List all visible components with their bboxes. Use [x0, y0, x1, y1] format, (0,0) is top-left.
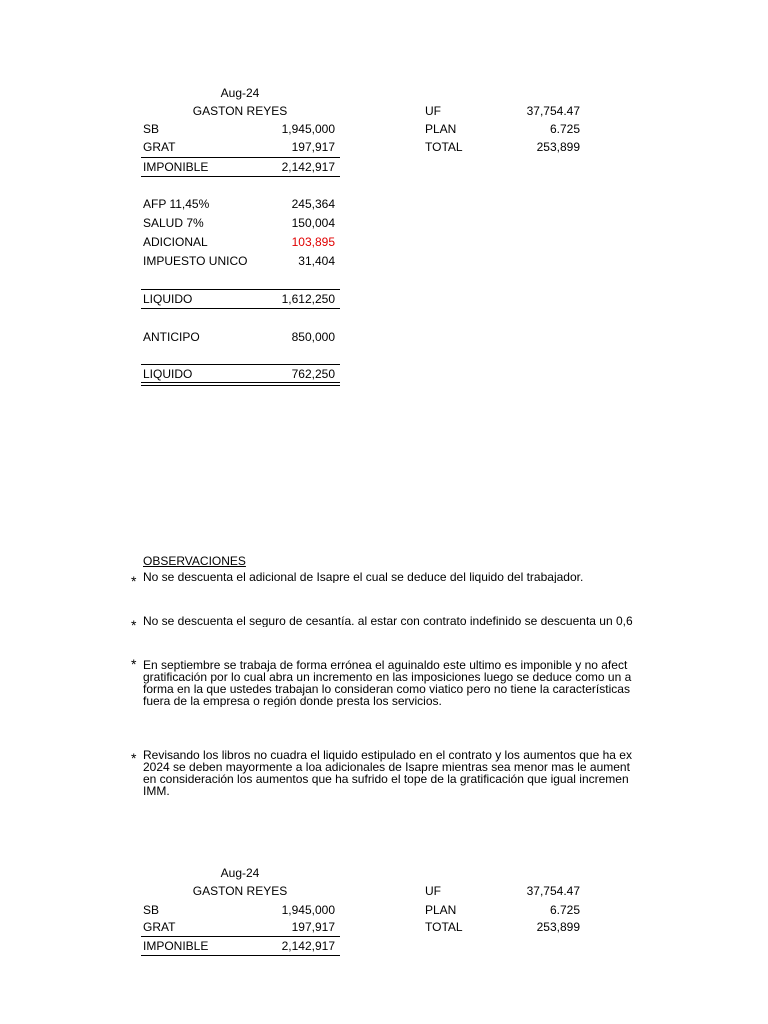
- divider: [141, 936, 340, 937]
- right-value-uf: 37,754.47: [526, 104, 580, 118]
- observation-line: No se descuenta el adicional de Isapre el cual se deduce del liquido del trabajador.: [143, 571, 584, 583]
- observation-line: gratificación por lo cual abra un incremento en las imposiciones luego se deduce como un a: [143, 670, 632, 684]
- bullet-asterisk: *: [131, 656, 137, 672]
- deduction-value-impuesto: 31,404: [298, 254, 335, 268]
- right-label-total: TOTAL: [425, 140, 463, 154]
- bullet-asterisk: *: [131, 573, 137, 589]
- row-value-sb: 1,945,000: [281, 122, 335, 136]
- right-value-plan: 6.725: [549, 122, 580, 136]
- liquido-final-value: 762,250: [291, 367, 335, 381]
- divider: [141, 289, 340, 290]
- deduction-label-afp: AFP 11,45%: [143, 197, 210, 211]
- double-underline: [141, 382, 340, 386]
- deduction-value-salud: 150,004: [291, 216, 335, 230]
- row-label-imponible: IMPONIBLE: [143, 160, 209, 174]
- anticipo-label: ANTICIPO: [143, 330, 200, 344]
- liquido-final-label: LIQUIDO: [143, 367, 193, 381]
- deduction-label-adicional: ADICIONAL: [143, 235, 208, 249]
- deduction-label-salud: SALUD 7%: [143, 216, 204, 230]
- divider: [141, 308, 340, 309]
- observation-line: en consideración los aumentos que ha sufrido el tope de la gratificación que igual incremen: [143, 772, 629, 786]
- right-label-plan: PLAN: [425, 903, 457, 917]
- row-value-sb: 1,945,000: [281, 903, 335, 917]
- right-value-total: 253,899: [536, 140, 580, 154]
- employee-name: GASTON REYES: [192, 884, 288, 898]
- observaciones-title: OBSERVACIONES: [143, 554, 246, 568]
- observation-item: [143, 749, 668, 797]
- observation-item: [143, 571, 668, 583]
- employee-name: GASTON REYES: [192, 104, 288, 118]
- row-value-grat: 197,917: [291, 140, 335, 154]
- right-label-uf: UF: [425, 104, 441, 118]
- anticipo-value: 850,000: [291, 330, 335, 344]
- observation-line: fuera de la empresa o región donde presta los servicios.: [143, 694, 442, 707]
- right-label-plan: PLAN: [425, 122, 457, 136]
- observation-line: 2024 se deben mayormente a loa adicionales de Isapre mientras sea menor mas le aument: [143, 760, 630, 774]
- month-header: Aug-24: [220, 86, 260, 100]
- row-label-grat: GRAT: [143, 140, 176, 154]
- row-value-grat: 197,917: [291, 920, 335, 934]
- divider: [141, 955, 340, 956]
- row-label-grat: GRAT: [143, 920, 176, 934]
- observation-line: En septiembre se trabaja de forma errónea el aguinaldo este ultimo es imponible y no afect: [143, 659, 628, 672]
- row-value-imponible: 2,142,917: [281, 939, 335, 953]
- observation-item: [143, 659, 668, 707]
- deduction-value-adicional: 103,895: [291, 235, 335, 249]
- right-value-uf: 37,754.47: [526, 884, 580, 898]
- divider: [141, 176, 340, 177]
- row-label-imponible: IMPONIBLE: [143, 939, 209, 953]
- row-label-sb: SB: [143, 122, 160, 136]
- deduction-value-afp: 245,364: [291, 197, 335, 211]
- liquido-value: 1,612,250: [281, 292, 335, 306]
- right-value-plan: 6.725: [549, 903, 580, 917]
- row-value-imponible: 2,142,917: [281, 160, 335, 174]
- observation-line: Revisando los libros no cuadra el liquido estipulado en el contrato y los aumentos que ha ex: [143, 749, 632, 762]
- bullet-asterisk: *: [131, 750, 137, 766]
- observation-line: forma en la que ustedes trabajan lo consideran como viatico pero no tiene la características: [143, 682, 630, 696]
- divider: [141, 364, 340, 365]
- liquido-label: LIQUIDO: [143, 292, 193, 306]
- row-label-sb: SB: [143, 903, 160, 917]
- right-label-total: TOTAL: [425, 920, 463, 934]
- observation-line: No se descuenta el seguro de cesantía. al estar con contrato indefinido se descuenta un 0,6: [143, 615, 633, 627]
- right-label-uf: UF: [425, 884, 441, 898]
- deduction-label-impuesto: IMPUESTO UNICO: [143, 254, 248, 268]
- observation-item: [143, 615, 668, 627]
- bullet-asterisk: *: [131, 617, 137, 633]
- observation-line: IMM.: [143, 784, 170, 797]
- divider: [141, 157, 340, 158]
- right-value-total: 253,899: [536, 920, 580, 934]
- month-header: Aug-24: [220, 866, 260, 880]
